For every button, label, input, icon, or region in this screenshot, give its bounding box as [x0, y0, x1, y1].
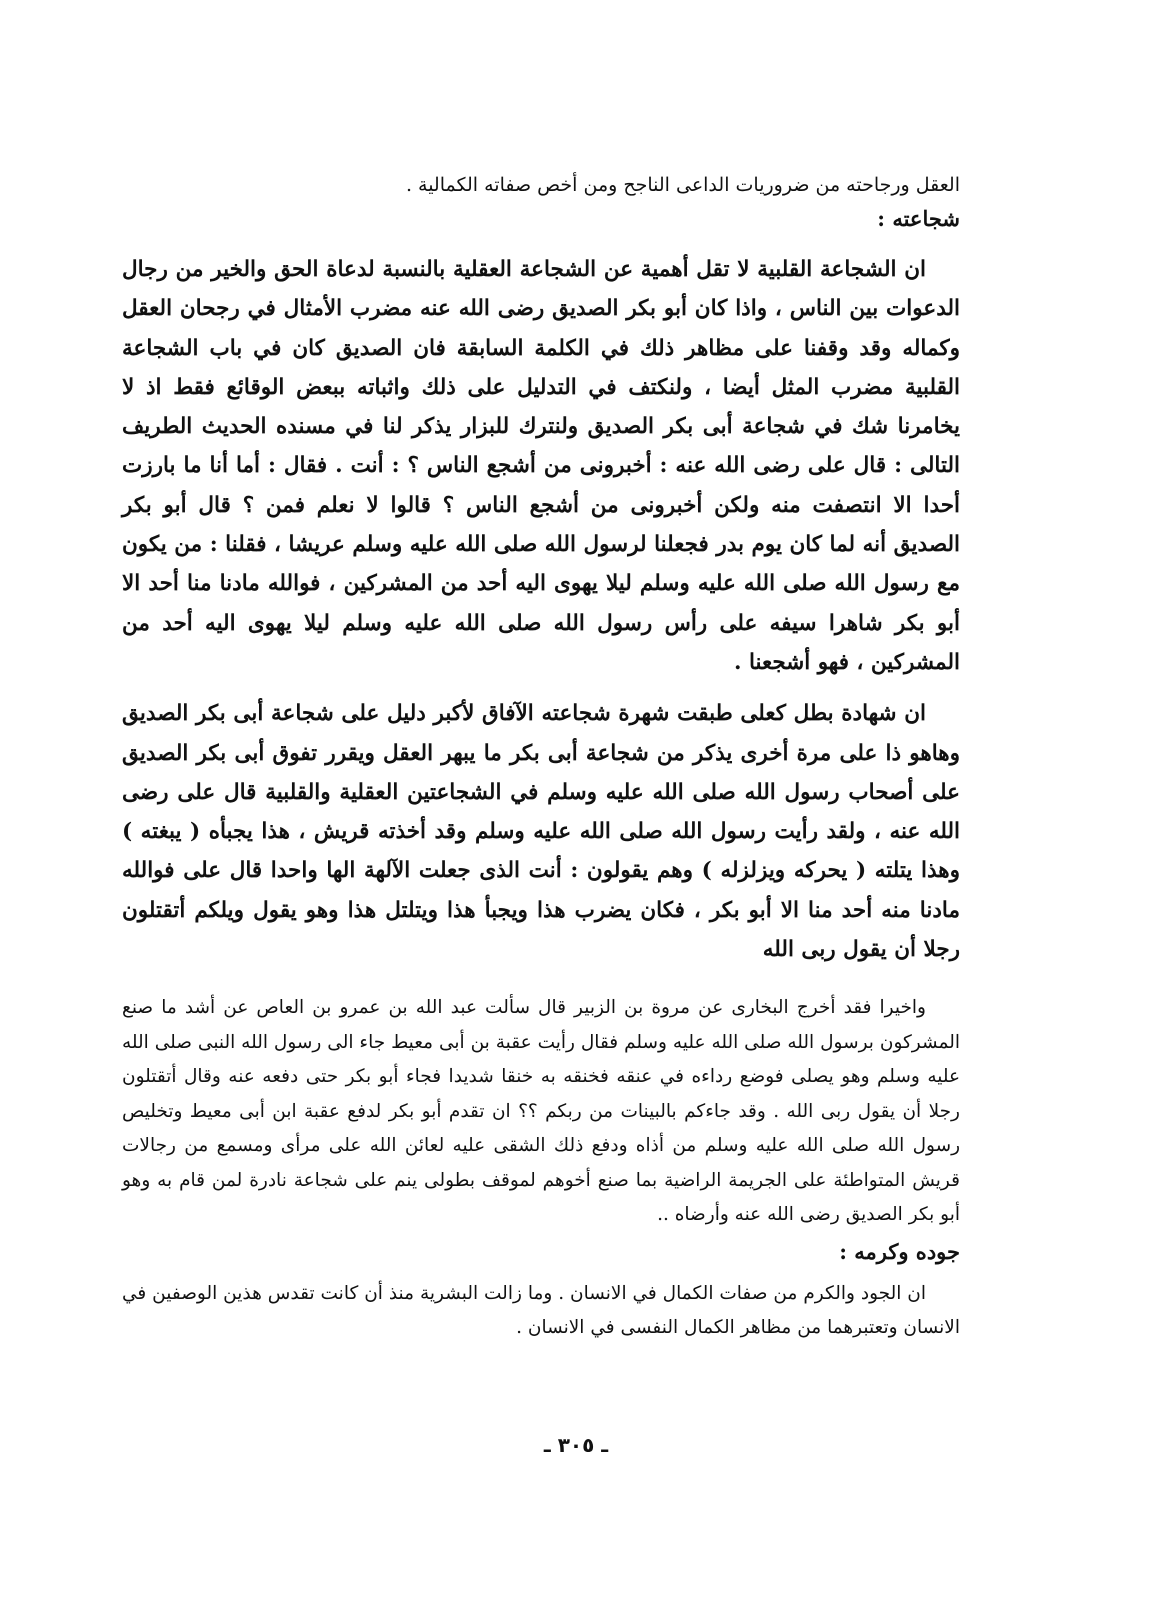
bukhari-paragraph: واخيرا فقد أخرج البخارى عن مروة بن الزبير قال سألت عبد الله بن عمرو بن العاص عن أشد ما صنع المشركون برسول الله صلى الله عليه وسلم فقال رأيت عقبة بن أبى معيط جاء الى رسول الله النبى صلى الله عليه وسلم وهو يصلى فوضع رداءه في عنقه فخنقه به خنقا شديدا فجاء أبو بكر حتى دفعه عنه وقال أتقتلون رجلا أن يقول ربى الله . وقد جاءكم بالبينات من ربكم ؟؟ ان تقدم أبو بكر لدفع عقبة ابن أبى معيط وتخليص رسول الله صلى الله عليه وسلم من أذاه ودفع ذلك الشقى عليه لعائن الله على مرأى ومسمع من رجالات قريش المتواطئة على الجريمة الراضية بما صنع أخوهم لموقف بطولى ينم على شجاعة نادرة لمن قام به وهو أبو بكر الصديق رضى الله عنه وأرضاه ..	[122, 997, 960, 1226]
page-number: ـ ٣٠٥ ـ	[543, 1433, 609, 1457]
heading-generosity: جوده وكرمه :	[839, 1238, 960, 1264]
generosity-paragraph: ان الجود والكرم من صفات الكمال في الانسان . وما زالت البشرية منذ أن كانت تقدس هذين الوصفين في الانسان وتعتبرهما من مظاهر الكمال النفسى في الانسان .	[122, 1282, 960, 1339]
heading-courage: شجاعته :	[877, 206, 960, 231]
courage-paragraph-1: ان الشجاعة القلبية لا تقل أهمية عن الشجاعة العقلية بالنسبة لدعاة الحق والخير من رجال الدعوات بين الناس ، واذا كان أبو بكر الصديق رضى الله عنه مضرب الأمثال في رجحان العقل وكماله وقد وقفنا على مظاهر ذلك في الكلمة السابقة فان الصديق كان في باب الشجاعة القلبية مضرب المثل أيضا ، ولنكتف في التدليل على ذلك واثباته ببعض الوقائع فقط اذ لا يخامرنا شك في شجاعة أبى بكر الصديق ولنترك للبزار يذكر لنا في مسنده الحديث الطريف التالى : قال على رضى الله عنه : أخبرونى من أشجع الناس ؟ : أنت . فقال : أما أنا ما بارزت أحدا الا انتصفت منه ولكن أخبرونى من أشجع الناس ؟ قالوا لا نعلم فمن ؟ قال أبو بكر الصديق أنه لما كان يوم بدر فجعلنا لرسول الله صلى الله عليه وسلم عريشا ، فقلنا : من يكون مع رسول الله صلى الله عليه وسلم ليلا يهوى اليه أحد من المشركين ، فوالله مادنا منا أحد الا أبو بكر شاهرا سيفه على رأس رسول الله صلى الله عليه وسلم ليلا يهوى اليه أحد من المشركين ، فهو أشجعنا .	[122, 257, 960, 675]
intro-line: العقل ورجاحته من ضروريات الداعى الناجح ومن أخص صفاته الكمالية .	[405, 174, 960, 196]
page-body	[122, 168, 960, 1346]
courage-paragraph-2: ان شهادة بطل كعلى طبقت شهرة شجاعته الآفاق لأكبر دليل على شجاعة أبى بكر الصديق وهاهو ذا على مرة أخرى يذكر من شجاعة أبى بكر ما يبهر العقل ويقرر تفوق أبى بكر الصديق على أصحاب رسول الله صلى الله عليه وسلم في الشجاعتين العقلية والقلبية قال على رضى الله عنه ، ولقد رأيت رسول الله صلى الله عليه وسلم وقد أخذته قريش ، هذا يجبأه ( يبغته ) وهذا يتلته ( يحركه ويزلزله ) وهم يقولون : أنت الذى جعلت الآلهة الها واحدا قال على فوالله مادنا منه أحد منا الا أبو بكر ، فكان يضرب هذا ويجبأ هذا ويتلتل هذا وهو يقول ويلكم أتقتلون رجلا أن يقول ربى الله	[122, 701, 960, 963]
